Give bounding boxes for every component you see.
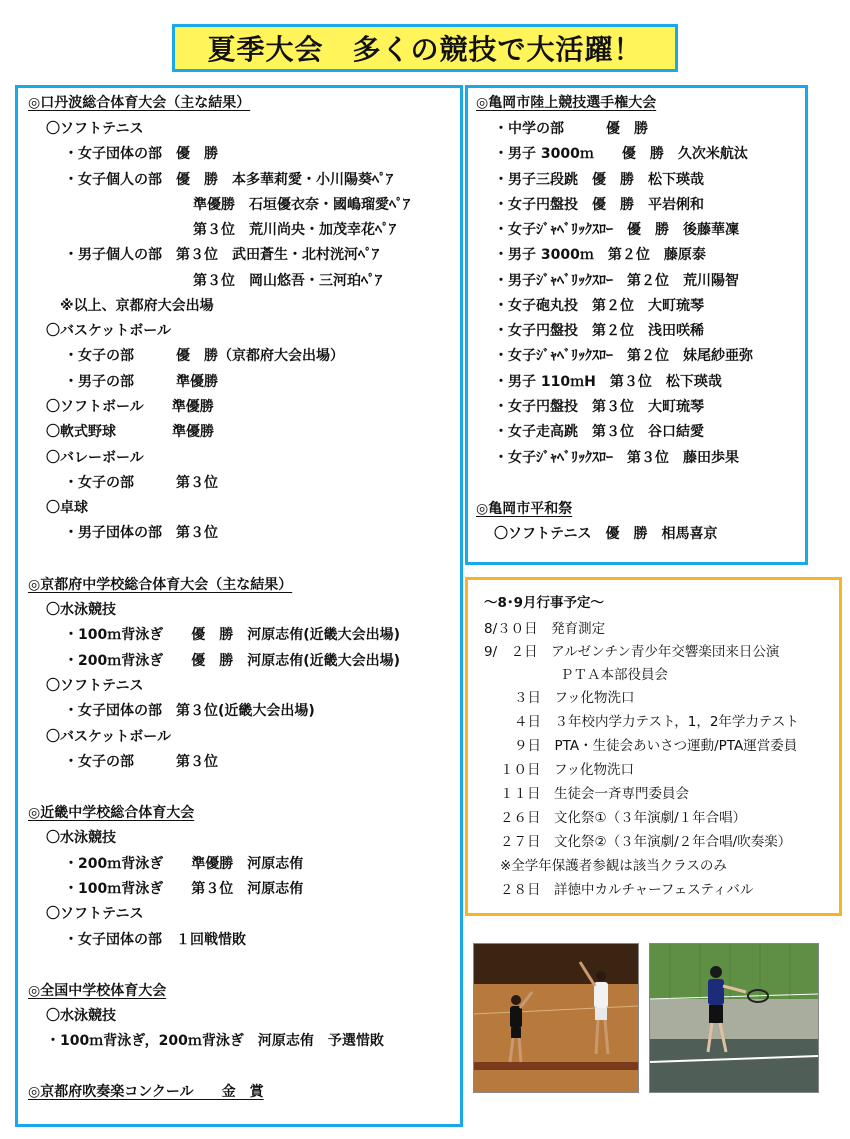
sport-softball: 〇ソフトボール 準優勝 xyxy=(46,399,214,415)
sport-swimming: 〇水泳競技 xyxy=(46,830,116,846)
basketball-photo-illustration xyxy=(474,944,638,1092)
athletics-result-line: ・女子円盤投 優 勝 平岩俐和 xyxy=(494,197,704,213)
result-line: ・女子団体の部 第３位(近畿大会出場) xyxy=(64,703,315,719)
athletics-result-line: ・女子ｼﾞｬﾍﾞﾘｯｸｽﾛｰ 第２位 妹尾紗亜弥 xyxy=(494,348,753,364)
event-item: 9/ ２日 アルゼンチン青少年交響楽団来日公演 xyxy=(484,644,780,660)
result-line: 第３位 岡山悠吾・三河珀ﾍﾟｱ xyxy=(193,273,382,289)
result-line: ・女子の部 優 勝（京都府大会出場） xyxy=(64,348,344,364)
athletics-result-line: ・男子 3000ｍ 第２位 藤原泰 xyxy=(494,247,706,263)
result-line: ・女子の部 第３位 xyxy=(64,475,218,491)
event-item: １０日 フッ化物洗口 xyxy=(500,762,635,778)
event-item: ２６日 文化祭①（３年演劇/１年合唱） xyxy=(500,810,747,826)
sport-softtennis: 〇ソフトテニス xyxy=(46,121,144,137)
result-line: ・100ｍ背泳ぎ，200ｍ背泳ぎ 河原志侑 予選惜敗 xyxy=(46,1033,384,1049)
basketball-photo xyxy=(473,943,639,1093)
athletics-result-line: ・男子 3000ｍ 優 勝 久次米航汰 xyxy=(494,146,748,162)
section-heading-kuchitamba: ◎口丹波総合体育大会（主な結果） xyxy=(28,95,251,111)
event-item: ２８日 詳徳中カルチャーフェスティバル xyxy=(500,882,754,898)
athletics-result-line: ・女子ｼﾞｬﾍﾞﾘｯｸｽﾛｰ 第３位 藤田歩果 xyxy=(494,450,739,466)
result-line: ・男子の部 準優勝 xyxy=(64,374,218,390)
section-heading-peace-festival: ◎亀岡市平和祭 xyxy=(476,501,573,517)
athletics-result-line: ・男子三段跳 優 勝 松下瑛哉 xyxy=(494,172,704,188)
result-line: 準優勝 石垣優衣奈・國嶋瑠愛ﾍﾟｱ xyxy=(193,197,410,213)
athletics-result-line: ・男子 110ｍH 第３位 松下瑛哉 xyxy=(494,374,722,390)
event-item: ３日 フッ化物洗口 xyxy=(514,690,635,706)
section-heading-kinki: ◎近畿中学校総合体育大会 xyxy=(28,805,195,821)
result-line: ・200ｍ背泳ぎ 優 勝 河原志侑(近畿大会出場) xyxy=(64,653,401,669)
sport-basketball: 〇バスケットボール xyxy=(46,323,172,339)
section-heading-kyoto: ◎京都府中学校総合体育大会（主な結果） xyxy=(28,577,293,593)
athletics-result-line: ・女子円盤投 第３位 大町琉琴 xyxy=(494,399,704,415)
event-note: ※全学年保護者参観は該当クラスのみ xyxy=(500,858,727,874)
sport-volleyball: 〇バレーボール xyxy=(46,450,144,466)
athletics-result-line: ・中学の部 優 勝 xyxy=(494,121,648,137)
sport-swimming: 〇水泳競技 xyxy=(46,1008,116,1024)
section-heading-athletics: ◎亀岡市陸上競技選手権大会 xyxy=(476,95,657,111)
result-line: ・100ｍ背泳ぎ 第３位 河原志侑 xyxy=(64,881,304,897)
result-line: ・男子団体の部 第３位 xyxy=(64,525,218,541)
tennis-photo xyxy=(649,943,819,1093)
event-item: ＰＴＡ本部役員会 xyxy=(560,667,668,683)
sport-softtennis: 〇ソフトテニス xyxy=(46,678,144,694)
athletics-result-line: ・女子走高跳 第３位 谷口結愛 xyxy=(494,424,704,440)
sport-basketball: 〇バスケットボール xyxy=(46,729,172,745)
newsletter-title: 夏季大会 多くの競技で大活躍！ xyxy=(207,33,643,66)
sport-swimming: 〇水泳競技 xyxy=(46,602,116,618)
result-line: 第３位 荒川尚央・加茂幸花ﾍﾟｱ xyxy=(193,222,396,238)
event-item: １１日 生徒会一斉専門委員会 xyxy=(500,786,689,802)
event-item: 8/３０日 発育測定 xyxy=(484,621,606,637)
newsletter-title-box xyxy=(172,24,678,72)
sport-baseball: 〇軟式野球 準優勝 xyxy=(46,424,214,440)
events-heading: ～8･9月行事予定～ xyxy=(484,595,605,611)
result-line: ・男子個人の部 第３位 武田蒼生・北村洸河ﾍﾟｱ xyxy=(64,247,379,263)
event-item: ９日 PTA・生徒会あいさつ運動/PTA運営委員 xyxy=(514,738,798,754)
athletics-result-line: ・女子砲丸投 第２位 大町琉琴 xyxy=(494,298,704,314)
athletics-result-line: ・女子円盤投 第２位 浅田咲稀 xyxy=(494,323,704,339)
peace-festival-result: 〇ソフトテニス 優 勝 相馬喜京 xyxy=(494,526,718,542)
tennis-photo-illustration xyxy=(650,944,818,1092)
result-line: ・女子の部 第３位 xyxy=(64,754,218,770)
sport-softtennis: 〇ソフトテニス xyxy=(46,906,144,922)
result-line: ・女子団体の部 優 勝 xyxy=(64,146,218,162)
section-heading-national: ◎全国中学校体育大会 xyxy=(28,983,167,999)
athletics-result-line: ・男子ｼﾞｬﾍﾞﾘｯｸｽﾛｰ 第２位 荒川陽智 xyxy=(494,273,739,289)
event-item: ４日 ３年校内学力テスト，1，2年学力テスト xyxy=(514,714,799,730)
note-line: ※以上、京都府大会出場 xyxy=(60,298,214,314)
athletics-result-line: ・女子ｼﾞｬﾍﾞﾘｯｸｽﾛｰ 優 勝 後藤華凜 xyxy=(494,222,739,238)
result-line: ・200ｍ背泳ぎ 準優勝 河原志侑 xyxy=(64,856,304,872)
result-line: ・女子個人の部 優 勝 本多華莉愛・小川陽葵ﾍﾟｱ xyxy=(64,172,393,188)
event-item: ２７日 文化祭②（３年演劇/２年合唱/吹奏楽） xyxy=(500,834,792,850)
result-line: ・100ｍ背泳ぎ 優 勝 河原志侑(近畿大会出場) xyxy=(64,627,401,643)
sport-tabletennis: 〇卓球 xyxy=(46,500,88,516)
section-heading-brassband: ◎京都府吹奏楽コンクール 金 賞 xyxy=(28,1084,264,1100)
result-line: ・女子団体の部 １回戦惜敗 xyxy=(64,932,246,948)
